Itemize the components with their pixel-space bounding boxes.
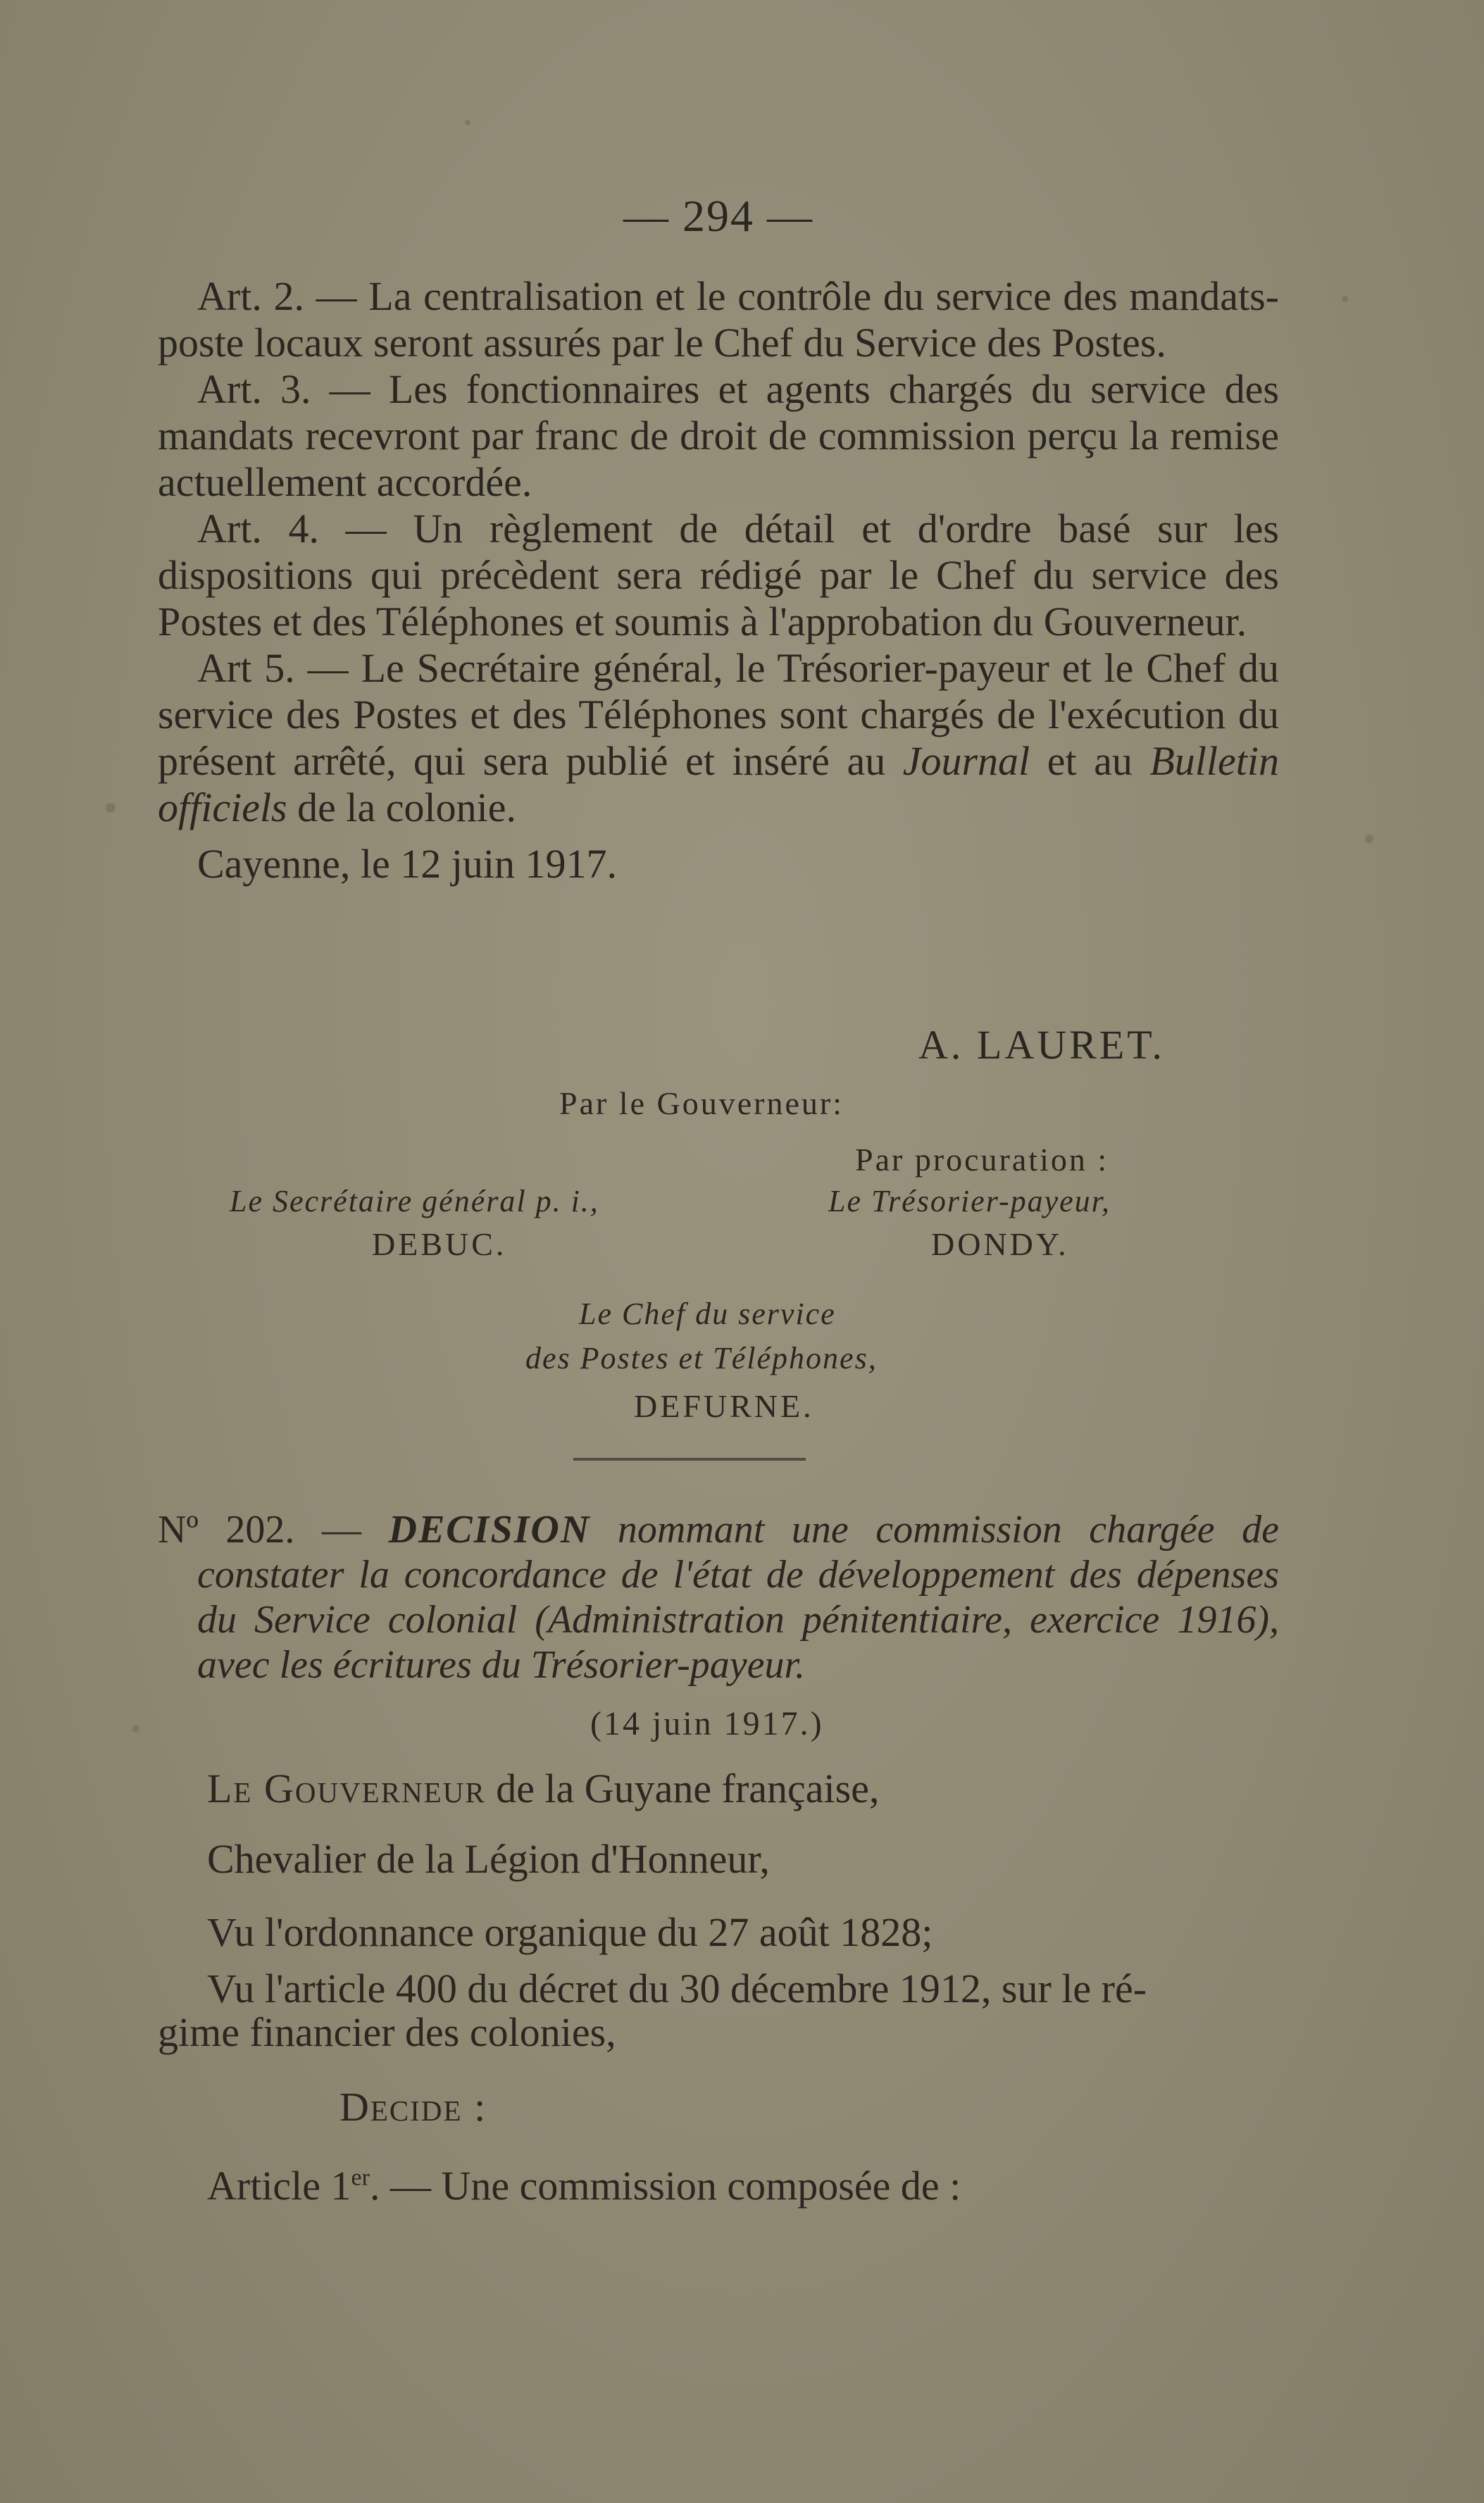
tresorier-payeur-name: DONDY.	[931, 1226, 1069, 1262]
article-5-text: Art 5. — Le Secrétaire général, le Trésorier-payeur et le Chef du service des Postes et des Téléphones sont chargés de l'exécution du présent arrêté, qui sera publié et inséré au	[158, 645, 1279, 784]
paper-speck	[1365, 835, 1373, 843]
decision-number: Nº 202. —	[158, 1508, 389, 1552]
decision-date: (14 juin 1917.)	[590, 1705, 824, 1742]
decision-caps: DECISION	[388, 1508, 591, 1552]
decision-text: nommant une commission chargée de constater la concordance de l'état de développement des dépenses du Service colonial (Administration pénitentiaire, exercice 1916), avec les écritures du Trésorier-payeur.	[197, 1508, 1279, 1687]
vu-article-line-1: Vu l'article 400 du décret du 30 décembre 1912, sur le ré-	[207, 1966, 1147, 2011]
place-date: Cayenne, le 12 juin 1917.	[197, 841, 618, 887]
article-1-sup: er	[351, 2164, 370, 2191]
chevalier-line: Chevalier de la Légion d'Honneur,	[207, 1836, 770, 1882]
governor-signature: A. LAURET.	[918, 1022, 1165, 1068]
decision-title	[158, 1507, 1279, 1687]
journal-title: Journal	[902, 738, 1030, 784]
par-procuration: Par procuration :	[855, 1142, 1109, 1178]
vu-article-line-2: gime financier des colonies,	[158, 2009, 616, 2055]
chef-service-title-1: Le Chef du service	[579, 1297, 836, 1331]
article-1-line	[207, 2162, 961, 2209]
paper-speck	[132, 1725, 139, 1733]
article-4: Art. 4. — Un règlement de détail et d'ordre basé sur les dispositions qui précèdent sera rédigé par le Chef du service des Postes et des Téléphones et soumis à l'approbation du Gouverneur.	[158, 506, 1279, 644]
article-5-middle: et au	[1030, 738, 1150, 784]
governor-prefix: Le Gouverneur	[207, 1766, 486, 1811]
secretaire-general-name: DEBUC.	[372, 1226, 507, 1262]
paper-speck	[106, 803, 116, 813]
chef-service-name: DEFURNE.	[634, 1388, 814, 1424]
secretaire-general-title: Le Secrétaire général p. i.,	[230, 1184, 599, 1218]
article-3: Art. 3. — Les fonctionnaires et agents chargés du service des mandats recevront par franc de droit de commission perçu la remise actuellement accordée.	[158, 366, 1279, 505]
section-divider	[573, 1458, 806, 1461]
chef-service-title-2: des Postes et Téléphones,	[525, 1341, 878, 1375]
article-5	[158, 645, 1279, 831]
paper-speck	[465, 120, 470, 125]
par-le-gouverneur: Par le Gouverneur:	[559, 1085, 844, 1121]
page-number: — 294 —	[623, 191, 813, 241]
governor-suffix: de la Guyane française,	[485, 1766, 880, 1811]
tresorier-payeur-title: Le Trésorier-payeur,	[828, 1184, 1111, 1218]
vu-ordonnance: Vu l'ordonnance organique du 27 août 1828;	[207, 1909, 933, 1955]
article-1-text: . — Une commission composée de :	[369, 2163, 961, 2209]
article-2: Art. 2. — La centralisation et le contrôle du service des mandats-poste locaux seront assurés par le Chef du Service des Postes.	[158, 273, 1279, 366]
decide-text: Decide :	[339, 2084, 487, 2130]
decision-heading	[158, 1507, 1279, 1687]
article-1-prefix: Article 1	[207, 2163, 351, 2209]
governor-line	[207, 1765, 879, 1812]
decide-heading	[339, 2083, 487, 2130]
paper-speck	[1342, 296, 1348, 302]
bulletin-title: Bulletin officiels	[158, 738, 1279, 830]
article-5-end: de la colonie.	[287, 785, 516, 830]
articles-block	[158, 273, 1279, 887]
